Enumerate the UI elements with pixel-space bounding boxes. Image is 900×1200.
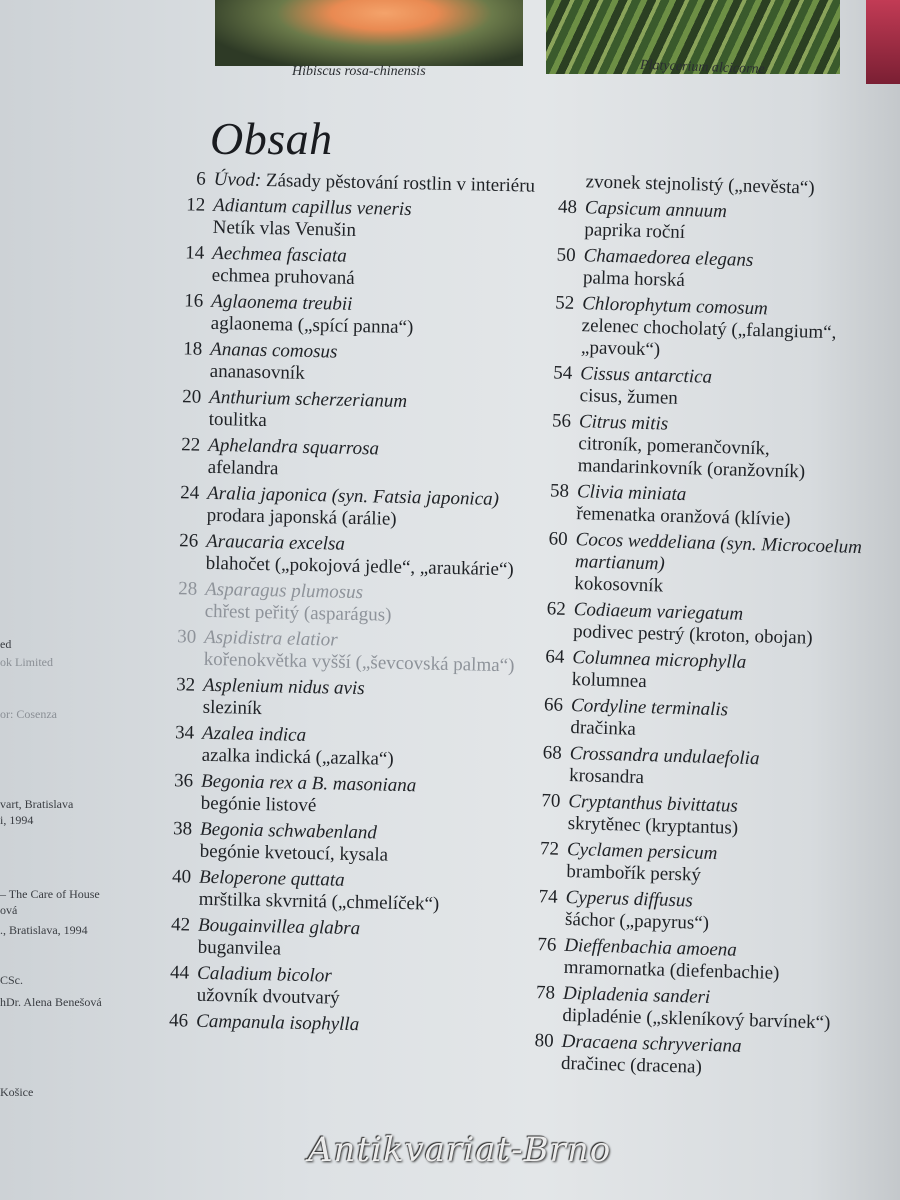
page-number: 56 (551, 410, 572, 432)
entry-common-name: řemenatka oranžová (klívie) (576, 503, 791, 531)
toc-entry (539, 244, 880, 297)
entry-latin-name: Cyperus diffusus (565, 886, 694, 912)
entry-common-name: užovník dvoutvarý (196, 984, 340, 1009)
entry-latin-name: Campanula isophylla (195, 1010, 360, 1036)
entry-latin-name: Columnea microphylla (572, 647, 747, 673)
toc-entry (166, 338, 537, 390)
entry-common-name: kolumnea (571, 669, 647, 693)
toc-entry (155, 818, 526, 870)
entry-common-name: aglaonema („spící panna“) (210, 312, 414, 339)
entry-latin-name: Cryptanthus bivittatus (568, 790, 739, 817)
toc-entry (523, 790, 864, 843)
entry-latin-name: Aralia japonica (syn. Fatsia japonica) (206, 482, 500, 510)
entry-common-name: begónie listové (200, 792, 317, 817)
entry-common-name: sleziník (202, 696, 263, 720)
page-number: 14 (185, 242, 205, 264)
entry-common-name: chřest peřitý (asparágus) (204, 600, 392, 626)
entry-latin-name: Chamaedorea elegans (583, 245, 754, 271)
page-number: 16 (184, 290, 204, 312)
entry-common-name: afelandra (207, 456, 279, 480)
next-page-photo-edge (866, 0, 900, 84)
toc-entry (535, 362, 876, 415)
toc-entry (152, 1010, 522, 1040)
toc-entry (533, 410, 875, 485)
page-number: 54 (553, 362, 573, 384)
entry-common-name: citroník, pomerančovník, mandarinkovník (oranžovník) (577, 433, 806, 483)
entry-latin-name: Aphelandra squarrosa (207, 434, 380, 460)
entry-latin-name: Codiaeum variegatum (573, 599, 744, 625)
page-number: 74 (538, 886, 558, 908)
toc-entry (154, 866, 525, 918)
side-fragment: Košice (0, 1085, 34, 1099)
page-number: 80 (534, 1030, 554, 1052)
entry-common-name: prodara japonská (arálie) (206, 504, 397, 530)
toc-entry (518, 982, 859, 1035)
page-number: 34 (174, 722, 195, 744)
side-fragment: vart, Bratislava (0, 797, 74, 811)
entry-latin-name: Cordyline terminalis (570, 695, 729, 721)
page-number: 30 (176, 626, 197, 648)
side-fragment: i, 1994 (0, 813, 34, 827)
entry-common-name: dipladénie („skleníkový barvínek“) (562, 1004, 831, 1034)
toc-entry (537, 292, 879, 367)
toc-right-column (517, 170, 882, 1087)
toc-entry (153, 914, 524, 966)
toc-entry (527, 646, 868, 699)
entry-latin-name: Beloperone quttata (198, 866, 345, 891)
toc-entry (530, 528, 872, 603)
toc-entry (519, 934, 860, 987)
side-fragment: – The Care of House (0, 887, 100, 901)
toc-entry (165, 386, 536, 438)
entry-latin-name: Crossandra undulaefolia (569, 743, 760, 770)
toc-entry (152, 962, 523, 1014)
toc-entry (164, 434, 535, 486)
toc-entry (158, 674, 529, 726)
entry-latin-name: Araucaria excelsa (205, 530, 346, 555)
entry-common-name: kokosovník (574, 573, 664, 597)
page-number: 20 (181, 386, 202, 408)
page-number: 52 (555, 292, 575, 314)
toc-entry (170, 168, 540, 198)
entry-latin-name: Citrus mitis (578, 411, 669, 435)
side-fragment: hDr. Alena Benešová (0, 995, 102, 1009)
entry-common-name: kořenokvětka vyšší („ševcovská palma“) (203, 648, 515, 677)
toc-entry (168, 242, 539, 294)
side-fragment: or: Cosenza (0, 707, 57, 721)
entry-common-name: begónie kvetoucí, kysala (199, 840, 389, 866)
entry-common-name: Zásady pěstování rostlin v interiéru (265, 170, 536, 197)
toc-entry (159, 626, 530, 678)
page-number: 76 (537, 934, 557, 956)
page-title: Obsah (210, 113, 333, 164)
page-number: 22 (180, 434, 201, 456)
toc-entry (160, 578, 531, 630)
entry-latin-name: Asplenium nidus avis (202, 674, 365, 700)
page-number: 32 (175, 674, 196, 696)
entry-common-name: dračinka (570, 717, 637, 740)
side-fragment: ok Limited (0, 655, 53, 669)
page-number: 66 (543, 694, 564, 716)
platycerium-caption: Platycerium alcicorne (639, 57, 766, 78)
page-number: 68 (542, 742, 563, 764)
entry-latin-name: Dracaena schryveriana (561, 1030, 742, 1057)
side-fragment: ed (0, 637, 12, 651)
toc-entry (517, 1030, 858, 1083)
toc-left-column (152, 168, 540, 1044)
intro-label: Úvod: (213, 168, 262, 191)
hibiscus-caption: Hibiscus rosa-chinensis (292, 64, 426, 79)
entry-latin-name: Dipladenia sanderi (562, 982, 711, 1009)
entry-latin-name: Aechmea fasciata (212, 242, 347, 267)
entry-common-name: echmea pruhovaná (211, 264, 355, 289)
toc-entry (525, 742, 866, 795)
entry-common-name: azalka indická („azalka“) (201, 744, 394, 770)
hibiscus-photo (215, 0, 523, 66)
entry-latin-name: Capsicum annuum (584, 197, 728, 223)
entry-common-name: mrštilka skvrnitá („chmelíček“) (198, 888, 440, 915)
entry-latin-name: Adiantum capillus veneris (213, 194, 412, 221)
entry-common-name: skrytěnec (kryptantus) (567, 812, 739, 839)
entry-common-name: zelenec chocholatý („falangium“, „pavouk“) (580, 315, 837, 361)
entry-common-name: Netík vlas Venušin (212, 216, 357, 241)
entry-common-name: krosandra (568, 764, 645, 789)
toc-entry (161, 530, 532, 582)
toc-entry (169, 194, 540, 246)
entry-latin-name: Cocos weddeliana (syn. Microcoelum martianum) (574, 529, 863, 575)
entry-common-name: ananasovník (209, 360, 305, 384)
side-fragment: ., Bratislava, 1994 (0, 923, 88, 937)
toc-entry (526, 694, 867, 747)
toc-entry (532, 480, 873, 533)
toc-entry (156, 770, 527, 822)
side-fragment: ová (0, 903, 18, 917)
continued-entry: zvonek stejnolistý („nevěsta“) (585, 171, 815, 199)
entry-latin-name: Ananas comosus (209, 338, 338, 363)
entry-latin-name: Cyclamen persicum (566, 838, 718, 865)
entry-latin-name: Clivia miniata (576, 481, 687, 506)
entry-latin-name: Aspidistra elatior (203, 626, 338, 651)
page-number: 64 (545, 646, 565, 668)
page-number: 44 (169, 962, 190, 984)
page-number: 28 (177, 578, 198, 600)
toc-entry (163, 482, 534, 534)
entry-common-name: palma horská (582, 267, 686, 292)
entry-latin-name: Dieffenbachia amoena (564, 934, 738, 961)
toc-entry (157, 722, 528, 774)
entry-latin-name: Bougainvillea glabra (197, 914, 361, 940)
page-number: 62 (546, 598, 567, 620)
toc-entry (167, 290, 538, 342)
page-number: 26 (178, 530, 199, 552)
entry-latin-name: Aglaonema treubii (210, 290, 353, 315)
page-number: 70 (541, 790, 561, 812)
entry-common-name: podivec pestrý (kroton, obojan) (572, 621, 813, 649)
page-number: 18 (182, 338, 203, 360)
toc-entry (540, 196, 881, 249)
page-number: 24 (179, 482, 200, 504)
entry-common-name: dračinec (dracena) (560, 1052, 703, 1078)
toc-entry (521, 886, 862, 939)
entry-common-name: toulitka (208, 408, 268, 432)
entry-common-name: cisus, žumen (579, 385, 679, 409)
page-number: 48 (557, 196, 578, 218)
toc-entry (529, 598, 870, 651)
page-number: 72 (539, 838, 560, 860)
entry-latin-name: Begonia rex a B. masoniana (200, 770, 417, 797)
entry-latin-name: Asparagus plumosus (204, 578, 364, 604)
page-number: 60 (548, 528, 568, 550)
entry-latin-name: Begonia schwabenland (199, 818, 378, 844)
entry-common-name: blahočet („pokojová jedle“, „araukárie“) (205, 552, 514, 581)
entry-common-name: buganvilea (197, 936, 282, 960)
page-number: 6 (196, 168, 206, 190)
side-fragment: CSc. (0, 973, 24, 987)
page-number: 40 (171, 866, 192, 888)
toc-entry (522, 838, 863, 891)
page-number: 12 (186, 194, 206, 216)
page-number: 36 (173, 770, 194, 792)
entry-latin-name: Chlorophytum comosum (581, 293, 769, 320)
entry-latin-name: Cissus antarctica (580, 363, 713, 388)
entry-latin-name: Anthurium scherzerianum (208, 386, 408, 413)
entry-common-name: paprika roční (584, 219, 686, 244)
entry-latin-name: Azalea indica (201, 722, 307, 746)
page-number: 42 (170, 914, 191, 936)
page-number: 46 (168, 1010, 189, 1032)
antikvariat-watermark: Antikvariat-Brno (308, 1130, 612, 1170)
page-number: 58 (549, 480, 570, 502)
entry-common-name: mramornatka (diefenbachie) (563, 956, 780, 984)
entry-latin-name: Caladium bicolor (196, 962, 332, 987)
page-number: 50 (556, 244, 576, 266)
entry-common-name: šáchor („papyrus“) (564, 908, 710, 934)
page-number: 38 (172, 818, 193, 840)
page-number: 78 (535, 982, 556, 1004)
entry-common-name: brambořík perský (566, 860, 702, 886)
